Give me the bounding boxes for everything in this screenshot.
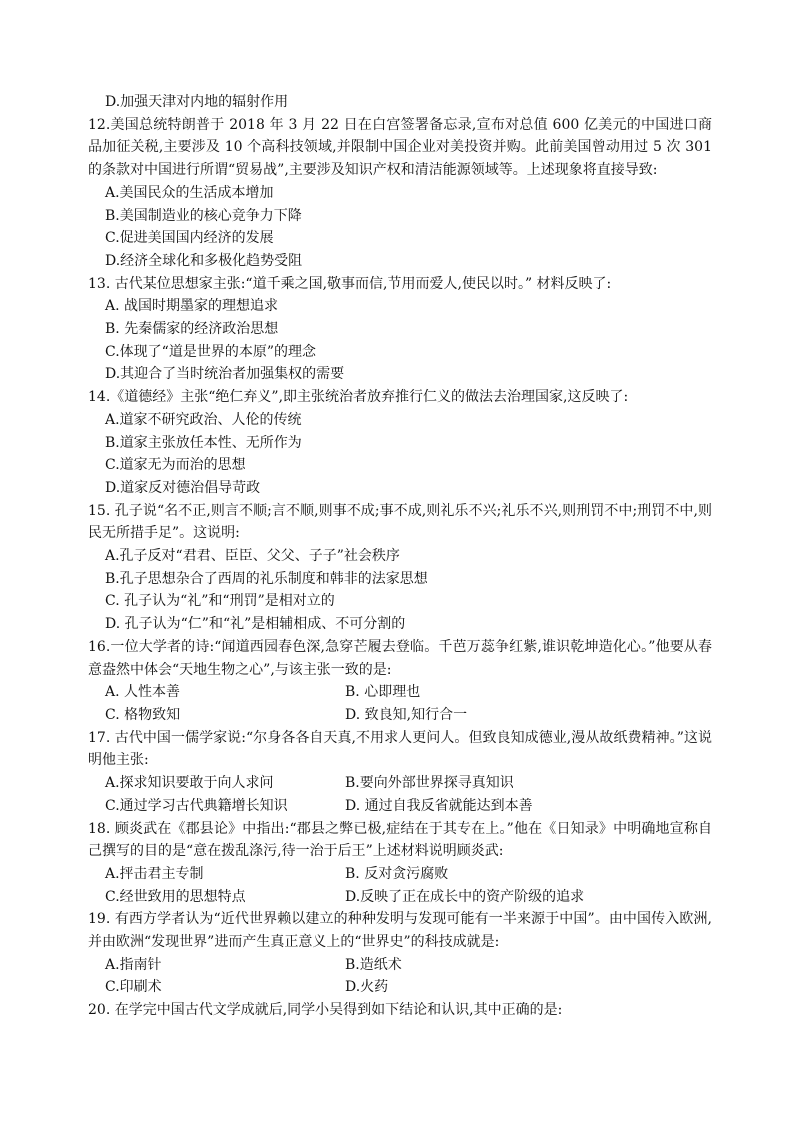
question-17 <box>88 727 712 818</box>
q17-stem: 17. 古代中国一儒学家说:“尔身各各自天真,不用求人更问人。但致良知成德业,漫从故纸费精神。”这说明他主张: <box>88 729 712 769</box>
q14-option-d: D.道家反对德治倡导苛政 <box>105 479 261 496</box>
q18-options-row-2 <box>88 886 712 909</box>
q16-options-row-1 <box>88 681 712 704</box>
q18-option-b: B. 反对贪污腐败 <box>345 865 449 882</box>
q19-options-row-1 <box>88 954 712 977</box>
exam-page <box>88 91 712 1022</box>
q12-option-b: B.美国制造业的核心竞争力下降 <box>105 207 302 224</box>
q13-stem: 13. 古代某位思想家主张:“道千乘之国,敬事而信,节用而爱人,使民以时。” 材料反映了: <box>88 275 612 292</box>
q19-option-b: B.造纸术 <box>345 956 402 973</box>
q17-options-row-1 <box>88 772 712 795</box>
q13-option-a: A. 战国时期墨家的理想追求 <box>105 298 279 315</box>
q12-option-c: C.促进美国国内经济的发展 <box>105 230 274 247</box>
question-20 <box>88 999 712 1022</box>
q19-option-c: C.印刷术 <box>105 979 162 996</box>
q15-option-b: B.孔子思想杂合了西周的礼乐制度和韩非的法家思想 <box>105 570 428 587</box>
question-13 <box>88 273 712 387</box>
q16-option-c: C. 格物致知 <box>105 706 181 723</box>
q15-option-a: A.孔子反对“君君、臣臣、父父、子子”社会秩序 <box>105 548 400 565</box>
question-19 <box>88 908 712 999</box>
q17-option-d: D. 通过自我反省就能达到本善 <box>345 797 533 814</box>
question-12 <box>88 114 712 273</box>
q19-option-a: A.指南针 <box>105 956 162 973</box>
question-16 <box>88 636 712 727</box>
q19-option-d: D.火药 <box>345 979 389 996</box>
q19-options-row-2 <box>88 976 712 999</box>
q11-option-d: D.加强天津对内地的辐射作用 <box>105 94 289 110</box>
q16-options-row-2 <box>88 704 712 727</box>
q15-option-d: D. 孔子认为“仁”和“礼”是相辅相成、不可分割的 <box>105 616 406 633</box>
q16-option-b: B. 心即理也 <box>345 684 421 701</box>
q12-option-a: A.美国民众的生活成本增加 <box>105 184 274 201</box>
q18-option-d: D.反映了正在成长中的资产阶级的追求 <box>345 888 585 905</box>
q13-option-c: C.体现了“道是世界的本原”的理念 <box>105 343 316 360</box>
q12-stem: 12.美国总统特朗普于 2018 年 3 月 22 日在白宫签署备忘录,宣布对总值 600 亿美元的中国进口商品加征关税,主要涉及 10 个高科技领域,并限制中国企业对美投资并购。此前美国曾动用过 5 次 301 的条款对中国进行所谓“贸易战”,主要涉及知识产权和清洁能源领域等。上述现象将直接导致: <box>88 116 712 179</box>
q14-option-a: A.道家不研究政治、人伦的传统 <box>105 411 302 428</box>
q14-option-c: C.道家无为而治的思想 <box>105 457 246 474</box>
q18-stem: 18. 顾炎武在《郡县论》中指出:“郡县之弊已极,症结在于其专在上。”他在《日知录》中明确地宣称自己撰写的目的是“意在拨乱涤污,待一治于后王”上述材料说明顾炎武: <box>88 820 712 860</box>
q20-stem: 20. 在学完中国古代文学成就后,同学小吴得到如下结论和认识,其中正确的是: <box>88 1002 563 1019</box>
q14-option-b: B.道家主张放任本性、无所作为 <box>105 434 302 451</box>
q16-stem: 16.一位大学者的诗:“闻道西园春色深,急穿芒履去登临。千芭万蕊争红紫,谁识乾坤造化心。”他要从春意盎然中体会“天地生物之心”,与该主张一致的是: <box>88 638 712 678</box>
question-14 <box>88 386 712 500</box>
q13-option-d: D.其迎合了当时统治者加强集权的需要 <box>105 366 345 383</box>
q19-stem: 19. 有西方学者认为“近代世界赖以建立的种种发明与发现可能有一半来源于中国”。由中国传入欧洲,并由欧洲“发现世界”进而产生真正意义上的“世界史”的科技成就是: <box>88 911 712 951</box>
q17-option-a: A.探求知识要敢于向人求问 <box>105 775 274 792</box>
q15-option-c: C. 孔子认为“礼”和“刑罚”是相对立的 <box>105 593 335 610</box>
question-15 <box>88 500 712 636</box>
q17-option-b: B.要向外部世界探寻真知识 <box>345 775 514 792</box>
q16-option-d: D. 致良知,知行合一 <box>345 706 468 723</box>
q14-stem: 14.《道德经》主张“绝仁弃义”,即主张统治者放弃推行仁义的做法去治理国家,这反映了: <box>88 389 629 406</box>
q17-option-c: C.通过学习古代典籍增长知识 <box>105 797 288 814</box>
question-18 <box>88 818 712 909</box>
q15-stem: 15. 孔子说“名不正,则言不顺;言不顺,则事不成;事不成,则礼乐不兴;礼乐不兴,则刑罚不中;刑罚不中,则民无所措手足”。这说明: <box>88 502 712 542</box>
q17-options-row-2 <box>88 795 712 818</box>
q18-options-row-1 <box>88 863 712 886</box>
q13-option-b: B. 先秦儒家的经济政治思想 <box>105 321 279 338</box>
q18-option-c: C.经世致用的思想特点 <box>105 888 246 905</box>
q16-option-a: A. 人性本善 <box>105 684 181 701</box>
q18-option-a: A.抨击君主专制 <box>105 865 204 882</box>
q12-option-d: D.经济全球化和多极化趋势受阻 <box>105 252 303 269</box>
